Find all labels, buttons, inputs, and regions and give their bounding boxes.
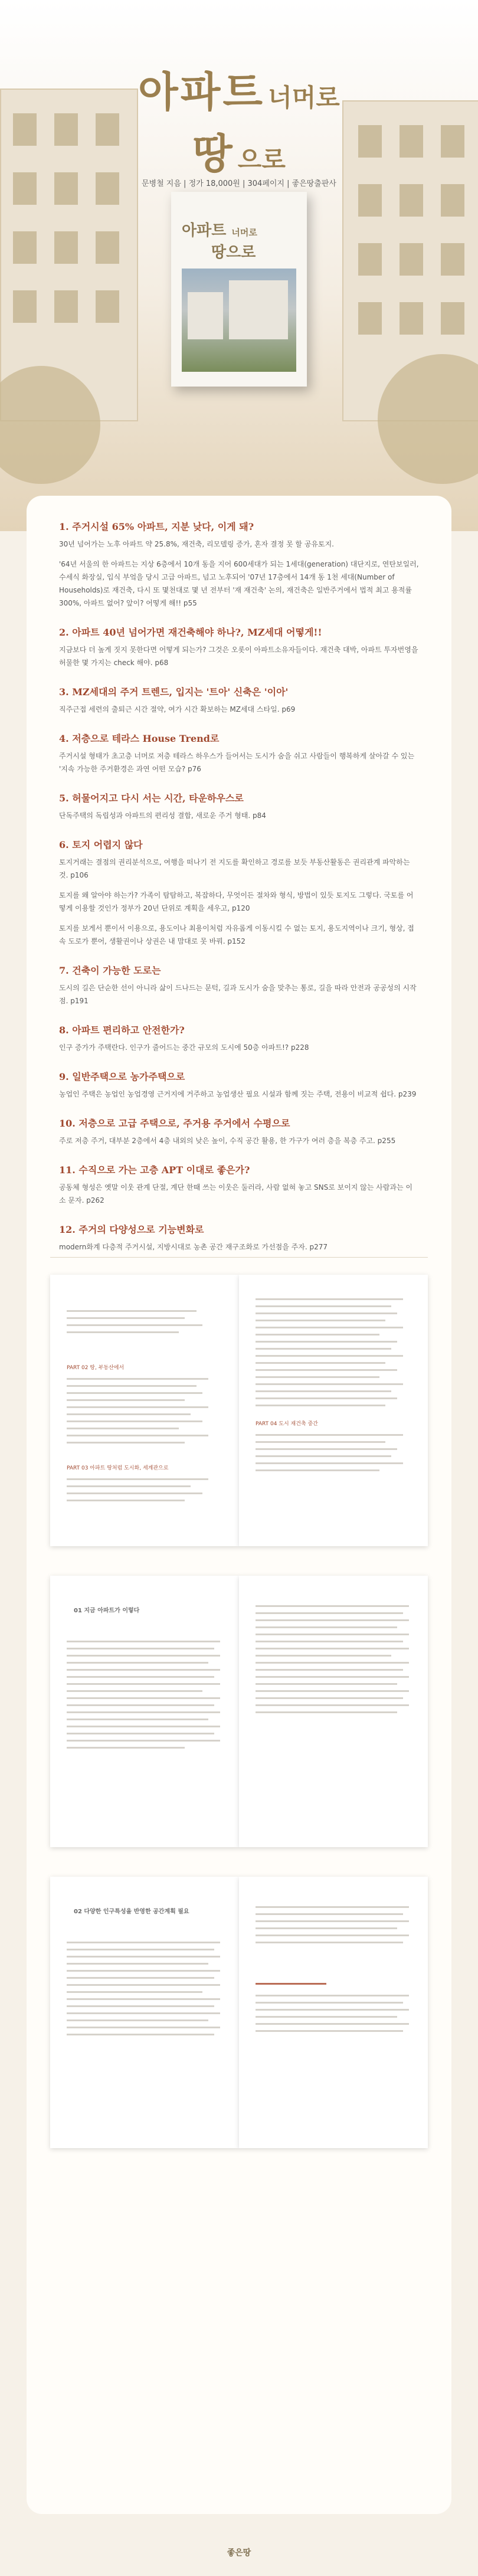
preview-page-body2-left xyxy=(50,1877,239,2148)
preview-toc-section-2: PART 03 아파트 땅처럼 도시화, 세계관으로 xyxy=(67,1465,169,1471)
book-cover-photo xyxy=(182,269,296,372)
hero-title-big: 아파트 xyxy=(138,67,266,116)
toc-paragraph: 인구 증가가 주택란다. 인구가 줄어드는 중간 규모의 도시에 50층 아파트!? p228 xyxy=(59,1043,309,1052)
hero-section xyxy=(0,0,478,531)
toc-paragraph: 공동체 형성은 옛말 이웃 관계 단절, 계단 한때 쓰는 이웃은 둘러라, 사람 없혀 놓고 SNS로 보이지 않는 사람과는 이소 문자. p262 xyxy=(59,1183,412,1204)
toc-section xyxy=(59,1163,419,1207)
preview-page-body2-right xyxy=(239,1877,428,2148)
content-card xyxy=(27,496,451,2514)
toc-paragraph: 30년 넘어가는 노후 아파트 약 25.8%, 재건축, 리모델링 증가, 혼자 결정 못 할 공유토지. xyxy=(59,540,334,548)
toc-paragraph: 주로 저층 주거, 대부분 2층에서 4층 내외의 낮은 높이, 수직 공간 활용, 한 가구가 여러 층을 복층 주고. p255 xyxy=(59,1137,396,1145)
divider xyxy=(50,1257,428,1258)
toc-section xyxy=(59,519,419,610)
toc-heading: 2. 아파트 40년 넘어가면 재건축해야 하나?, MZ세대 어떻게!! xyxy=(59,627,322,638)
hero-title-small: 너머로 xyxy=(268,83,340,112)
toc-section xyxy=(59,1116,419,1147)
preview-page-toc-right xyxy=(239,1275,428,1546)
toc-heading: 10. 저층으로 고급 주택으로, 주거용 주거에서 수평으로 xyxy=(59,1118,290,1129)
toc-paragraph: modern화계 다층적 주거시설, 지방시대로 농촌 공간 재구조화로 가선점을 주자. p277 xyxy=(59,1243,328,1251)
preview-page-toc-left xyxy=(50,1275,239,1546)
preview-body2-heading: 02 다양한 인구특성을 반영한 공간계획 필요 xyxy=(74,1909,189,1915)
preview-toc-section-3: PART 04 도시 재건축 중간 xyxy=(256,1421,318,1427)
toc-heading: 1. 주거시설 65% 아파트, 지분 낮다, 이게 돼? xyxy=(59,521,254,532)
hero-title xyxy=(0,59,478,181)
toc-section xyxy=(59,1023,419,1054)
toc-paragraph: 토지를 보게서 뿐이서 이용으로, 용도이나 최용이처럼 자유롭게 이동시킬 수 없는 토지, 용도지역이나 크기, 형상, 접속 도로가 뿐어, 생활권이나 상권은 내 맘대로 못 바꿔. p152 xyxy=(59,924,414,945)
toc-paragraph: 토지를 왜 알아야 하는가? 가족이 탐탐하고, 복잡하다, 무엇이든 절차와 형식, 방법이 있듯 토지도 그렇다. 국토를 어떻게 이용할 것인가 정부가 20년 단위로 계획을 세우고, p120 xyxy=(59,891,414,912)
toc-heading: 5. 허물어지고 다시 서는 시간, 타운하우스로 xyxy=(59,793,244,804)
toc-heading: 3. MZ세대의 주거 트렌드, 입지는 '트아' 신축은 '이아' xyxy=(59,686,289,698)
book-cover-title-2: 땅으로 xyxy=(211,244,256,261)
toc-paragraph: 농업인 주택은 농업인 농업경영 근거지에 거주하고 농업생산 필요 시설과 함께 짓는 주택, 전용이 비교적 쉽다. p239 xyxy=(59,1090,417,1098)
preview-toc-section: PART 02 땅, 부동산에서 xyxy=(67,1365,125,1371)
toc-paragraph: 토지거래는 결점의 권리분석으로, 여행을 떠나기 전 지도를 확인하고 경로를 보듯 부동산활동은 권리관계 파악하는 것. p106 xyxy=(59,858,410,879)
toc-heading: 6. 토지 어렵지 않다 xyxy=(59,839,143,850)
preview-page-body-left xyxy=(50,1576,239,1847)
preview-page-body-right xyxy=(239,1576,428,1847)
toc-section xyxy=(59,1222,419,1253)
toc-heading: 12. 주거의 다양성으로 기능변화로 xyxy=(59,1224,204,1235)
toc-paragraph: 단독주택의 독립성과 아파트의 편리성 결합, 새로운 주거 형태. p84 xyxy=(59,811,266,820)
toc-section xyxy=(59,1069,419,1101)
toc-section xyxy=(59,685,419,716)
toc-heading: 11. 수직으로 가는 고층 APT 이대로 좋은가? xyxy=(59,1164,250,1176)
toc-section xyxy=(59,963,419,1007)
toc-heading: 9. 일반주택으로 농가주택으로 xyxy=(59,1071,185,1082)
toc-heading: 4. 저층으로 테라스 House Trend로 xyxy=(59,733,220,744)
toc-paragraph: 직주근접 세련의 출퇴근 시간 절약, 여가 시간 확보하는 MZ세대 스타일. p69 xyxy=(59,705,296,713)
toc-paragraph: 도시의 길은 단순한 선이 아니라 삶이 드나드는 문턱, 길과 도시가 숨을 맞추는 통로, 길을 따라 안전과 공공성의 시작 점. p191 xyxy=(59,984,417,1005)
toc-section xyxy=(59,731,419,775)
book-meta: 문병철 지음 | 정가 18,000원 | 304페이지 | 좋은땅출판사 xyxy=(142,179,336,188)
toc-paragraph: 주거시설 형태가 초고층 너머로 저층 테라스 하우스가 들어서는 도시가 숨을 쉬고 사람들이 행복하게 살아갈 수 있는 '지속 가능한 주거환경은 과연 어떤 모습? p76 xyxy=(59,752,415,773)
toc-section xyxy=(59,791,419,822)
publisher-logo: 좋은땅 xyxy=(227,2548,251,2558)
preview-body-heading: 01 지금 아파트가 이렇다 xyxy=(74,1608,140,1614)
toc-section xyxy=(59,837,419,948)
hero-title-small-2: 으로 xyxy=(237,145,286,174)
toc-paragraph: '64년 서울의 한 아파트는 지상 6층에서 10개 동을 지어 600세대가 되는 1세대(generation) 대단지로, 연탄보일러, 수세식 화장실, 입식 부엌을 당시 고급 아파트, 넘고 노후되어 '07년 17층에서 14개 동 1천 세대(Number of Households)로 재건축, 다시 또 몇천대로 몇 년 전부터 '재 재건축' 논의, 재건축은 일반주거에서 법적 최고 용적률 300%, 아파트 없어? 앞이? 어떻게 해!! p55 xyxy=(59,560,419,607)
toc-heading: 7. 건축이 가능한 도로는 xyxy=(59,965,161,976)
toc-paragraph: 지금보다 더 높게 짓지 못한다면 어떻게 되는가? 그것은 오롯이 아파트소유자들이다. 재건축 대박, 아파트 투자번영을 허물한 몇 가지는 check 해야. p68 xyxy=(59,646,418,667)
toc-section xyxy=(59,625,419,669)
table-of-contents xyxy=(59,519,419,1269)
hero-title-big-2: 땅 xyxy=(192,129,235,178)
book-cover-title: 아파트 너머로 xyxy=(182,222,257,240)
toc-heading: 8. 아파트 편리하고 안전한가? xyxy=(59,1024,185,1036)
book-cover xyxy=(171,192,307,387)
